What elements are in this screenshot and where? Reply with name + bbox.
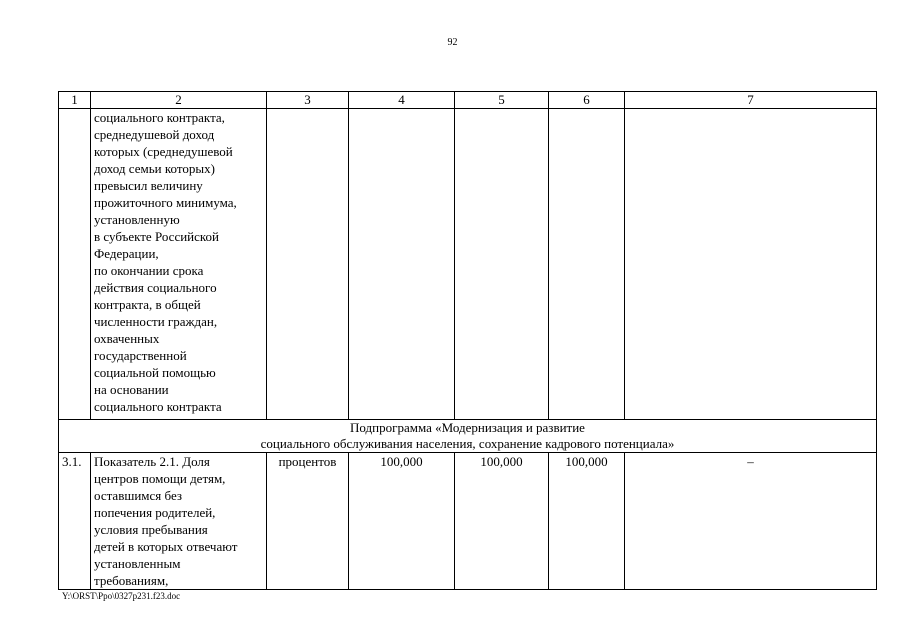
header-cell-2: 2 — [91, 92, 267, 109]
header-cell-6: 6 — [549, 92, 625, 109]
cell-unit — [267, 109, 349, 420]
cell-value-5 — [455, 109, 549, 420]
header-cell-4: 4 — [349, 92, 455, 109]
cell-value-4: 100,000 — [349, 453, 455, 590]
cell-value-6: 100,000 — [549, 453, 625, 590]
cell-value-5: 100,000 — [455, 453, 549, 590]
continuation-row — [59, 109, 877, 420]
cell-unit: процентов — [267, 453, 349, 590]
header-cell-5: 5 — [455, 92, 549, 109]
indicators-table — [58, 91, 877, 590]
cell-number: 3.1. — [59, 453, 91, 590]
cell-indicator-text: социального контракта, среднедушевой доход которых (среднедушевой доход семьи которых) превысил величину прожиточного минимума, установленную в субъекте Российской Федерации, по окончании срока действия социального контракта, в общей численности граждан, охваченных государственной социальной помощью на основании социального контракта — [91, 109, 267, 420]
subprogram-row — [59, 420, 877, 453]
cell-indicator-text: Показатель 2.1. Доля центров помощи детям, оставшимся без попечения родителей, условия пребывания детей в которых отвечают установленным требованиям, — [91, 453, 267, 590]
cell-value-6 — [549, 109, 625, 420]
header-cell-1: 1 — [59, 92, 91, 109]
header-cell-3: 3 — [267, 92, 349, 109]
cell-value-4 — [349, 109, 455, 420]
cell-notes: – — [625, 453, 877, 590]
page-number: 92 — [447, 37, 458, 48]
cell-notes — [625, 109, 877, 420]
footer-file-path: Y:\ORST\Ppo\0327p231.f23.doc — [62, 591, 181, 601]
header-cell-7: 7 — [625, 92, 877, 109]
header-row — [59, 92, 877, 109]
indicator-row — [59, 453, 877, 590]
cell-number — [59, 109, 91, 420]
subprogram-title: Подпрограмма «Модернизация и развитие социального обслуживания населения, сохранение кадрового потенциала» — [59, 420, 877, 453]
